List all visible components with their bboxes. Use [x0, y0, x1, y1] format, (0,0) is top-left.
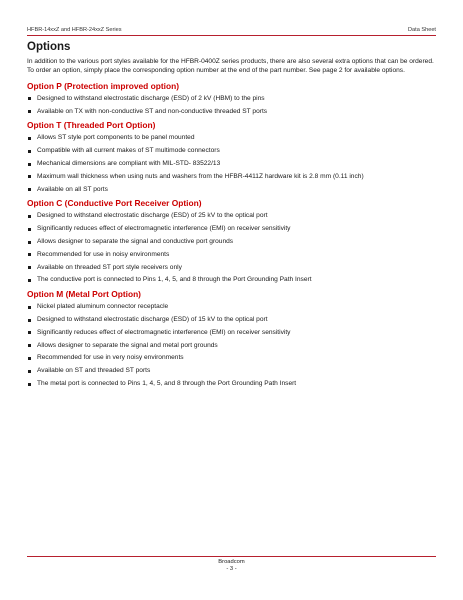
footer-company: Broadcom	[218, 559, 245, 565]
section-option-m	[27, 289, 437, 388]
section-heading: Option C (Conductive Port Receiver Option)	[27, 198, 202, 209]
section-heading: Option M (Metal Port Option)	[27, 289, 141, 300]
list-item	[27, 238, 437, 246]
list-item	[27, 342, 437, 350]
list-item	[27, 212, 437, 220]
list-item-text: Designed to withstand electrostatic discharge (ESD) of 15 kV to the optical port	[37, 315, 268, 323]
main-content	[27, 41, 437, 393]
footer-page-number: - 3 -	[226, 566, 237, 573]
list-item	[27, 108, 437, 116]
bullet-icon	[28, 344, 31, 347]
list-item-text: Significantly reduces effect of electromagnetic interference (EMI) on receiver sensitivity	[37, 225, 291, 233]
bullet-icon	[28, 110, 31, 113]
list-item	[27, 186, 437, 194]
list-item-text: Allows designer to separate the signal and metal port grounds	[37, 341, 218, 349]
bullet-icon	[28, 279, 31, 282]
list-item	[27, 367, 437, 375]
list-item	[27, 251, 437, 259]
bullet-icon	[28, 228, 31, 231]
intro-paragraph: In addition to the various port styles available for the HFBR-0400Z series products, there are also several extra options that can be ordered. To order an option, simply place the corresponding option number at the end of the part number. See page 2 for available options.	[27, 58, 434, 75]
bullet-icon	[28, 163, 31, 166]
list-item	[27, 225, 437, 233]
bullet-icon	[28, 253, 31, 256]
list-item	[27, 354, 437, 362]
bullet-icon	[28, 175, 31, 178]
list-item-text: The conductive port is connected to Pins 1, 4, 5, and 8 through the Port Grounding Path Insert	[37, 276, 312, 284]
bullet-list	[27, 212, 437, 284]
list-item-text: Allows ST style port components to be panel mounted	[37, 134, 195, 142]
list-item-text: Allows designer to separate the signal and conductive port grounds	[37, 237, 234, 245]
bullet-icon	[28, 357, 31, 360]
list-item	[27, 134, 437, 142]
list-item	[27, 264, 437, 272]
list-item-text: Designed to withstand electrostatic discharge (ESD) of 2 kV (HBM) to the pins	[37, 94, 265, 102]
section-option-c	[27, 198, 437, 284]
list-item	[27, 160, 437, 168]
list-item-text: Significantly reduces effect of electromagnetic interference (EMI) on receiver sensitivity	[37, 328, 291, 336]
list-item	[27, 303, 437, 311]
bullet-list	[27, 303, 437, 388]
list-item-text: Available on TX with non-conductive ST and non-conductive threaded ST ports	[37, 107, 268, 115]
bullet-icon	[28, 370, 31, 373]
bullet-icon	[28, 188, 31, 191]
page-footer	[0, 559, 463, 574]
bullet-icon	[28, 266, 31, 269]
list-item	[27, 147, 437, 155]
list-item-text: Available on all ST ports	[37, 185, 108, 193]
page-title: Options	[27, 41, 71, 53]
list-item	[27, 173, 437, 181]
list-item-text: Designed to withstand electrostatic discharge (ESD) of 25 kV to the optical port	[37, 212, 268, 220]
list-item-text: The metal port is connected to Pins 1, 4, 5, and 8 through the Port Grounding Path Insert	[37, 379, 297, 387]
section-heading: Option P (Protection improved option)	[27, 80, 179, 91]
section-option-p	[27, 81, 437, 116]
bullet-icon	[28, 331, 31, 334]
list-item	[27, 95, 437, 103]
list-item-text: Available on ST and threaded ST ports	[37, 367, 151, 375]
header-series-title: HFBR-14xxZ and HFBR-24xxZ Series	[27, 27, 122, 33]
list-item-text: Recommended for use in noisy environments	[37, 250, 170, 258]
list-item-text: Recommended for use in very noisy environments	[37, 354, 184, 362]
list-item-text: Maximum wall thickness when using nuts and washers from the HFBR-4411Z hardware kit is 2.8 mm (0.11 inch)	[37, 172, 364, 180]
list-item	[27, 380, 437, 388]
bullet-icon	[28, 215, 31, 218]
list-item-text: Compatible with all current makes of ST multimode connectors	[37, 147, 220, 155]
bullet-icon	[28, 137, 31, 140]
bullet-icon	[28, 319, 31, 322]
list-item-text: Available on threaded ST port style receivers only	[37, 263, 182, 271]
header-divider	[27, 35, 436, 36]
bullet-list	[27, 134, 437, 193]
footer-divider	[27, 556, 436, 557]
list-item-text: Mechanical dimensions are compliant with MIL-STD- 83522/13	[37, 160, 221, 167]
bullet-icon	[28, 383, 31, 386]
list-item-text: Nickel plated aluminum connector receptacle	[37, 303, 169, 311]
bullet-icon	[28, 97, 31, 100]
list-item	[27, 276, 437, 284]
header-doc-type: Data Sheet	[408, 27, 436, 33]
bullet-icon	[28, 150, 31, 153]
list-item	[27, 316, 437, 324]
bullet-icon	[28, 241, 31, 244]
list-item	[27, 329, 437, 337]
bullet-list	[27, 95, 437, 116]
section-option-t	[27, 120, 437, 193]
bullet-icon	[28, 306, 31, 309]
section-heading: Option T (Threaded Port Option)	[27, 120, 156, 131]
